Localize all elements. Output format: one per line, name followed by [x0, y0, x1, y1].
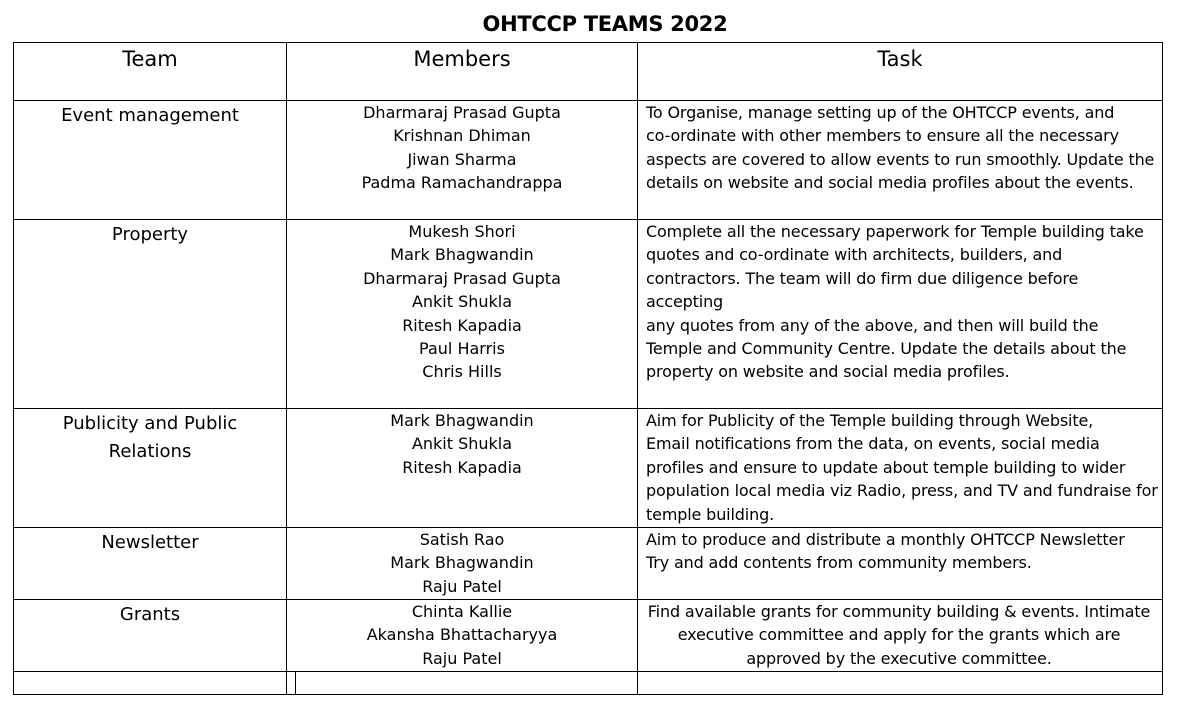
task-line: population local media viz Radio, press, and TV and fundraise for — [646, 481, 1158, 501]
document-title: OHTCCP TEAMS 2022 — [482, 12, 728, 36]
team-name: Publicity and Public — [62, 413, 238, 434]
team-name: Grants — [119, 604, 181, 625]
member-name: Mark Bhagwandin — [390, 411, 534, 430]
member-name: Satish Rao — [419, 530, 505, 549]
member-name: Paul Harris — [419, 339, 505, 359]
member-name: Chris Hills — [422, 362, 502, 382]
table-row — [14, 528, 1163, 600]
task-line: quotes and co-ordinate with architects, builders, and — [646, 245, 1063, 265]
member-name: Raju Patel — [422, 648, 502, 668]
team-name: Newsletter — [101, 532, 199, 553]
task-line: co-ordinate with other members to ensure all the necessary — [646, 126, 1119, 146]
empty-cell — [638, 672, 1163, 695]
team-name: Property — [111, 224, 189, 245]
member-name: Raju Patel — [422, 576, 502, 596]
empty-cell — [287, 672, 638, 695]
split-cell — [287, 672, 637, 694]
member-name: Mukesh Shori — [408, 222, 516, 241]
task-cell — [638, 600, 1163, 672]
member-name: Ankit Shukla — [411, 434, 513, 454]
member-name: Padma Ramachandrappa — [361, 173, 563, 193]
member-name: Ankit Shukla — [411, 292, 513, 312]
empty-table-row — [14, 672, 1163, 695]
table-row — [14, 101, 1163, 220]
task-cell — [638, 409, 1163, 528]
table-row — [14, 600, 1163, 672]
team-cell — [14, 409, 287, 528]
team-cell — [14, 101, 287, 220]
header-team: Team — [14, 43, 287, 101]
member-name: Ritesh Kapadia — [402, 315, 522, 335]
members-cell — [287, 600, 638, 672]
member-name: Krishnan Dhiman — [393, 126, 531, 146]
task-line: executive committee and apply for the grants which are — [677, 625, 1121, 645]
task-line: Complete all the necessary paperwork for Temple building take — [646, 222, 1144, 241]
header-task: Task — [638, 43, 1163, 101]
task-line: Aim to produce and distribute a monthly OHTCCP Newsletter — [646, 530, 1125, 549]
team-name: Relations — [108, 441, 192, 462]
member-name: Akansha Bhattacharyya — [366, 625, 558, 645]
table-row — [14, 409, 1163, 528]
member-name: Mark Bhagwandin — [390, 245, 534, 265]
task-line: Email notifications from the data, on events, social media — [646, 434, 1100, 454]
task-line: aspects are covered to allow events to run smoothly. Update the — [646, 149, 1155, 169]
task-line: To Organise, manage setting up of the OHTCCP events, and — [646, 103, 1115, 122]
member-name: Jiwan Sharma — [407, 149, 517, 169]
task-line: contractors. The team will do firm due diligence before accepting — [646, 268, 1079, 312]
task-line: temple building. — [646, 504, 775, 524]
task-cell — [638, 220, 1163, 409]
header-members: Members — [287, 43, 638, 101]
member-name: Dharmaraj Prasad Gupta — [363, 268, 561, 288]
table-header-row — [14, 43, 1163, 101]
member-name: Chinta Kallie — [411, 602, 513, 621]
task-line: Aim for Publicity of the Temple building through Website, — [646, 411, 1094, 430]
task-line: Find available grants for community building & events. Intimate — [647, 602, 1151, 621]
team-cell — [14, 600, 287, 672]
task-line: any quotes from any of the above, and then will build the — [646, 315, 1099, 335]
task-line: details on website and social media profiles about the events. — [646, 173, 1134, 193]
task-line: approved by the executive committee. — [746, 648, 1052, 668]
task-cell — [638, 101, 1163, 220]
member-name: Ritesh Kapadia — [402, 457, 522, 477]
team-cell — [14, 528, 287, 600]
member-name: Mark Bhagwandin — [390, 553, 534, 573]
task-line: property on website and social media profiles. — [646, 362, 1010, 382]
member-name: Dharmaraj Prasad Gupta — [363, 103, 561, 122]
empty-cell — [14, 672, 287, 695]
task-line: profiles and ensure to update about temple building to wider — [646, 457, 1126, 477]
members-cell — [287, 101, 638, 220]
task-cell — [638, 528, 1163, 600]
cell-divider — [287, 672, 296, 694]
task-line: Try and add contents from community members. — [646, 553, 1032, 573]
task-line: Temple and Community Centre. Update the details about the — [646, 339, 1127, 359]
table-row — [14, 220, 1163, 409]
teams-table — [13, 42, 1163, 695]
members-cell — [287, 409, 638, 528]
team-name: Event management — [61, 105, 239, 126]
members-cell — [287, 220, 638, 409]
team-cell — [14, 220, 287, 409]
members-cell — [287, 528, 638, 600]
